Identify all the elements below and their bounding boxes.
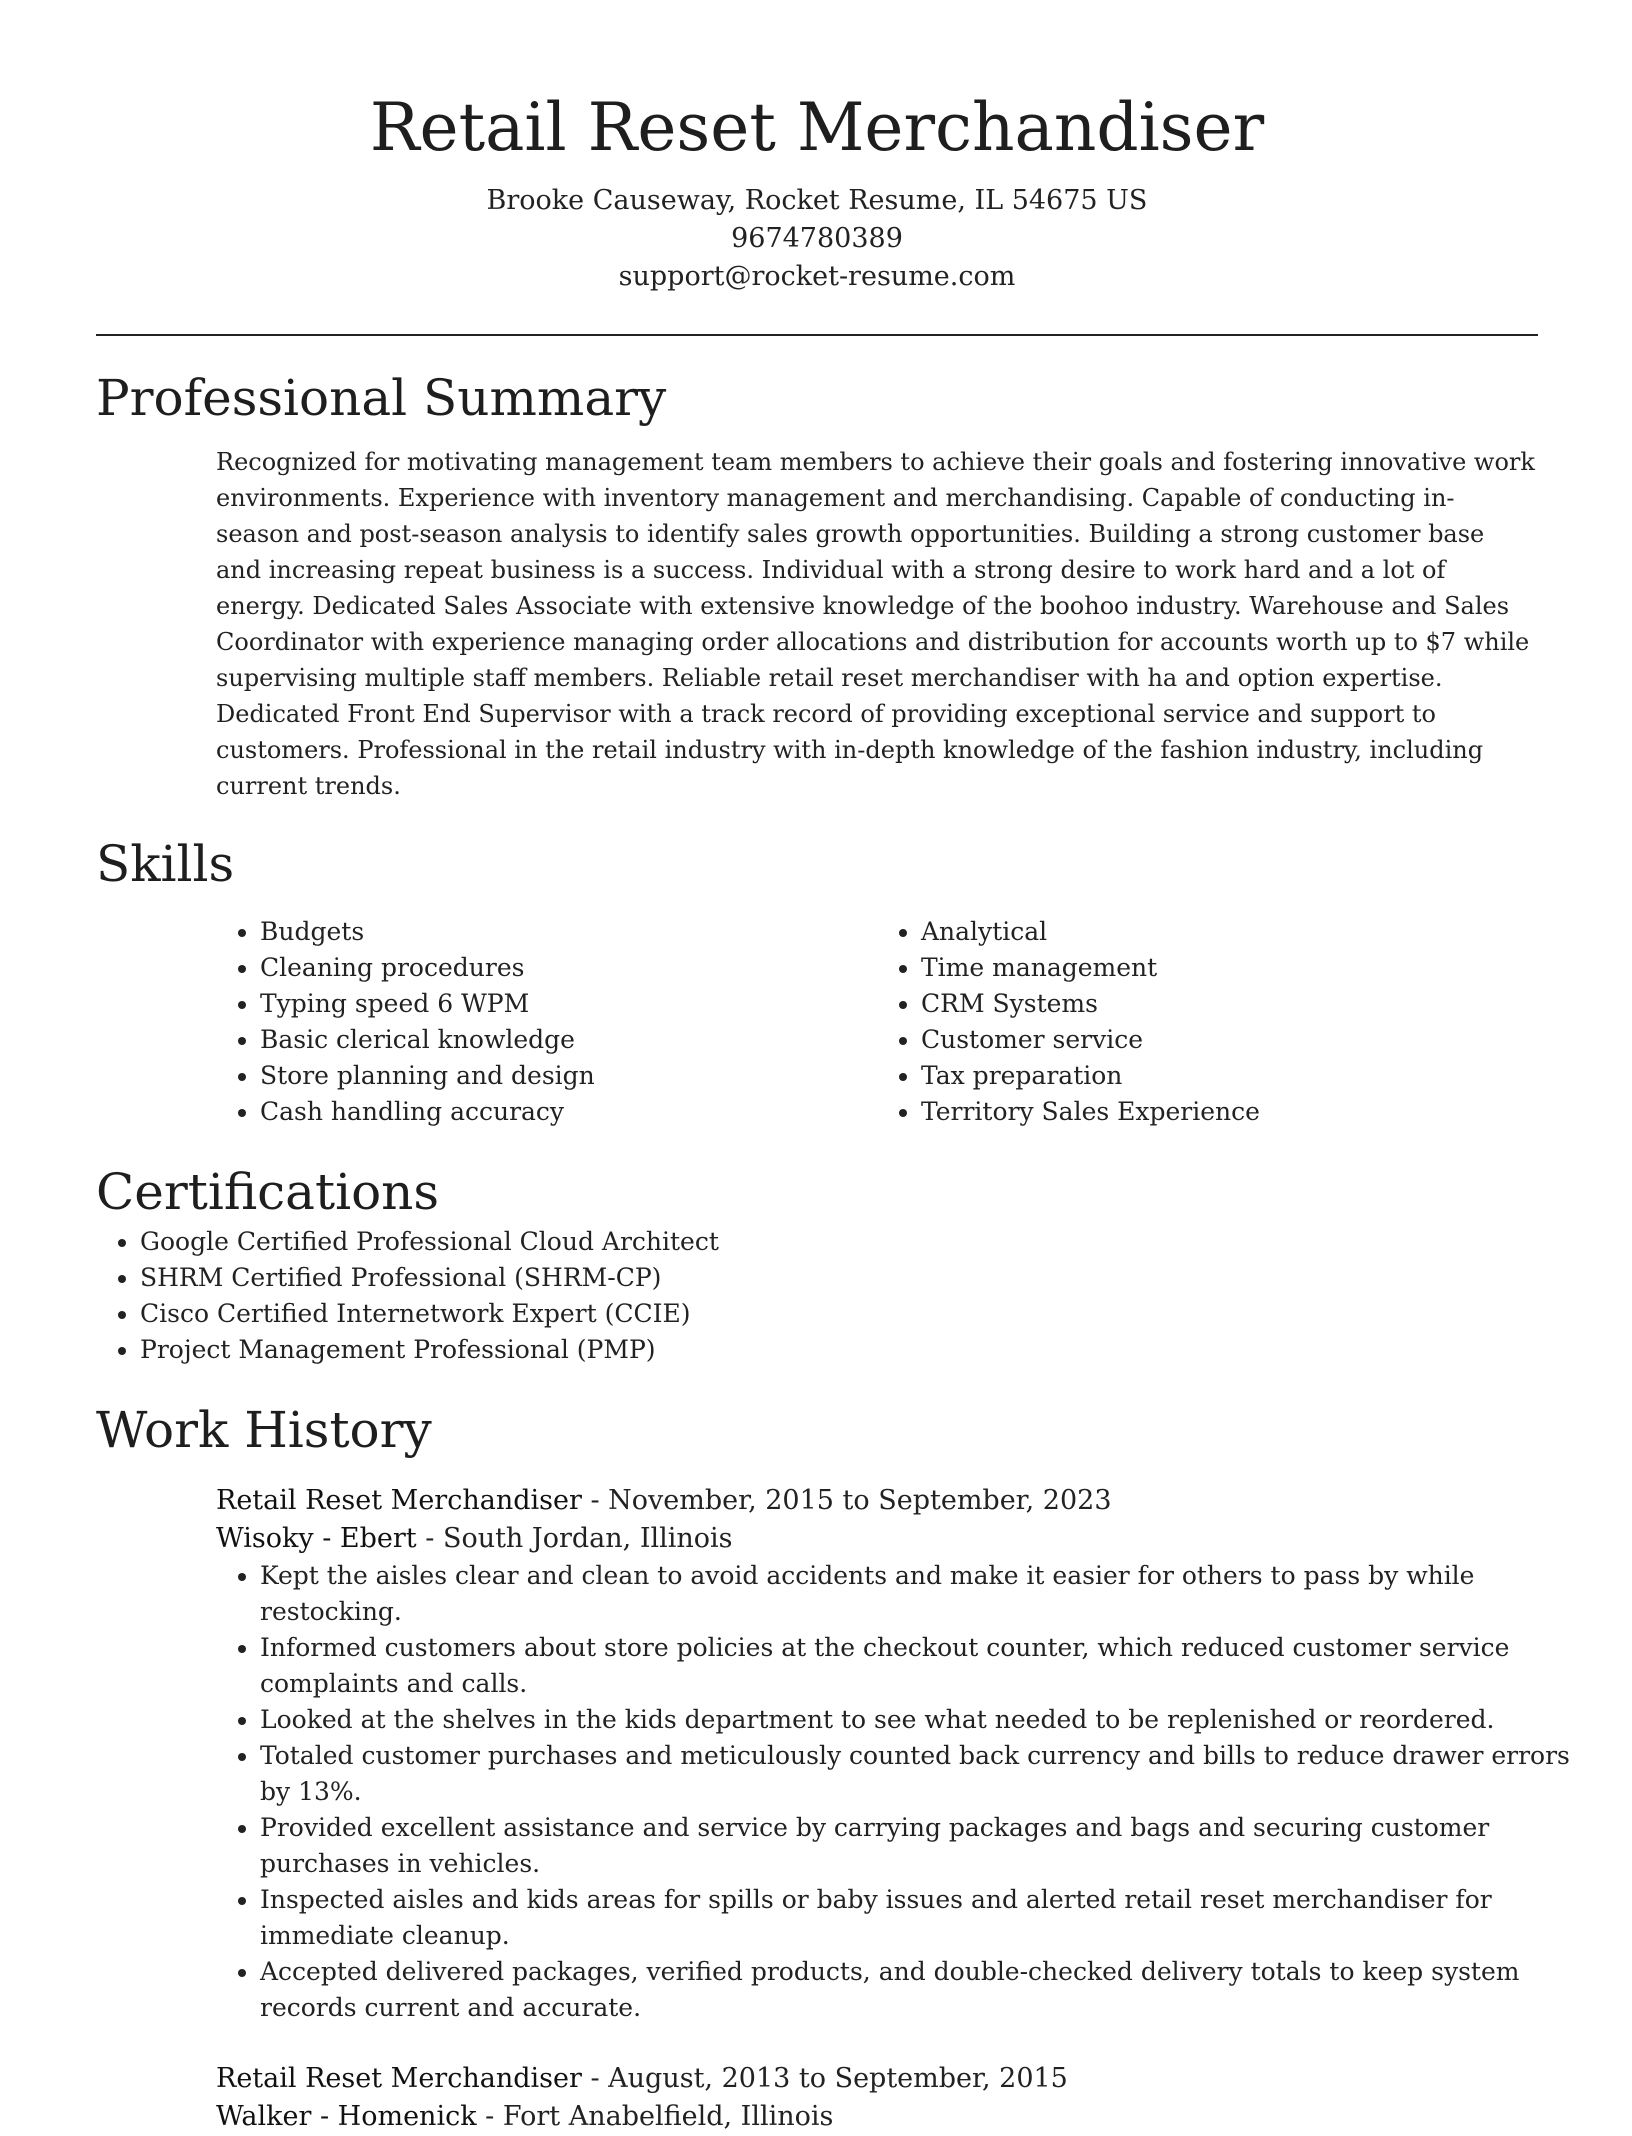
skill-item: • Analytical (921, 914, 1538, 950)
skills-list-left (216, 914, 877, 1130)
skill-item: • Typing speed 6 WPM (260, 986, 877, 1022)
certification-item: • Google Certified Professional Cloud Architect (140, 1224, 1538, 1260)
job-bullet: • Totaled customer purchases and meticulously counted back currency and bills to reduce drawer errors by 13%. (260, 1738, 1590, 1810)
candidate-name: Retail Reset Merchandiser (369, 89, 1265, 166)
skill-item: • Territory Sales Experience (921, 1094, 1538, 1130)
certification-item: • SHRM Certified Professional (SHRM-CP) (140, 1260, 1538, 1296)
certifications-heading: Certifications (96, 1163, 440, 1221)
job-bullet: • Informed customers about store policies at the checkout counter, which reduced customer service complaints and calls. (260, 1630, 1590, 1702)
header-divider (96, 334, 1538, 336)
skill-item: • CRM Systems (921, 986, 1538, 1022)
certification-item: • Project Management Professional (PMP) (140, 1332, 1538, 1368)
skill-item: • Customer service (921, 1022, 1538, 1058)
skill-item: • Store planning and design (260, 1058, 877, 1094)
job-bullet: • Looked at the shelves in the kids department to see what needed to be replenished or reordered. (260, 1702, 1590, 1738)
job-bullet: • Provided excellent assistance and service by carrying packages and bags and securing customer purchases in vehicles. (260, 1810, 1590, 1882)
resume-header (96, 0, 1538, 296)
job-role: Retail Reset Merchandiser (216, 2063, 582, 2094)
summary-heading: Professional Summary (96, 369, 667, 427)
job-company-line (216, 1520, 1538, 1558)
job-role: Retail Reset Merchandiser (216, 1485, 582, 1516)
skills-columns (216, 914, 1538, 1130)
job-dates: - November, 2015 to September, 2023 (581, 1485, 1112, 1516)
resume-page (96, 0, 1570, 2136)
job-entry (216, 2060, 1538, 2136)
email: support@rocket-resume.com (618, 261, 1016, 292)
job-dates: - August, 2013 to September, 2015 (581, 2063, 1068, 2094)
job-bullet: • Accepted delivered packages, verified products, and double-checked delivery totals to keep system records current and accurate. (260, 1954, 1590, 2026)
skill-item: • Tax preparation (921, 1058, 1538, 1094)
skills-heading: Skills (96, 835, 235, 893)
job-entry (216, 1482, 1570, 2026)
job-bullet: • Kept the aisles clear and clean to avoid accidents and make it easier for others to pass by while restocking. (260, 1558, 1590, 1630)
certification-item: • Cisco Certified Internetwork Expert (CCIE) (140, 1296, 1538, 1332)
certifications-list (96, 1224, 1538, 1368)
skills-list-right (877, 914, 1538, 1130)
skill-item: • Basic clerical knowledge (260, 1022, 877, 1058)
skill-item: • Cleaning procedures (260, 950, 877, 986)
work-history-heading: Work History (96, 1401, 432, 1459)
address: Brooke Causeway, Rocket Resume, IL 54675 US (486, 185, 1148, 216)
job-company: Walker - Homenick (216, 2101, 477, 2132)
job-company-line (216, 2098, 1538, 2136)
job-title-line (216, 2060, 1538, 2098)
job-location: - Fort Anabelfield, Illinois (476, 2101, 834, 2132)
job-bullets (216, 1558, 1590, 2026)
job-location: - South Jordan, Illinois (416, 1523, 733, 1554)
job-title-line (216, 1482, 1538, 1520)
phone: 9674780389 (731, 223, 903, 254)
skill-item: • Cash handling accuracy (260, 1094, 877, 1130)
skill-item: • Budgets (260, 914, 877, 950)
job-bullet: • Inspected aisles and kids areas for spills or baby issues and alerted retail reset merchandiser for immediate cleanup. (260, 1882, 1590, 1954)
skill-item: • Time management (921, 950, 1538, 986)
job-company: Wisoky - Ebert (216, 1523, 417, 1554)
summary-text: Recognized for motivating management team members to achieve their goals and fostering innovative work environments. Experience with inventory management and merchandising. Capable of conducting in-season and post-season analysis to identify sales growth opportunities. Building a strong customer base and increasing repeat business is a success. Individual with a strong desire to work hard and a lot of energy. Dedicated Sales Associate with extensive knowledge of the boohoo industry. Warehouse and Sales Coordinator with experience managing order allocations and distribution for accounts worth up to $7 while supervising multiple staff members. Reliable retail reset merchandiser with ha and option expertise. Dedicated Front End Supervisor with a track record of providing exceptional service and support to customers. Professional in the retail industry with in-depth knowledge of the fashion industry, including current trends. (216, 448, 1535, 800)
